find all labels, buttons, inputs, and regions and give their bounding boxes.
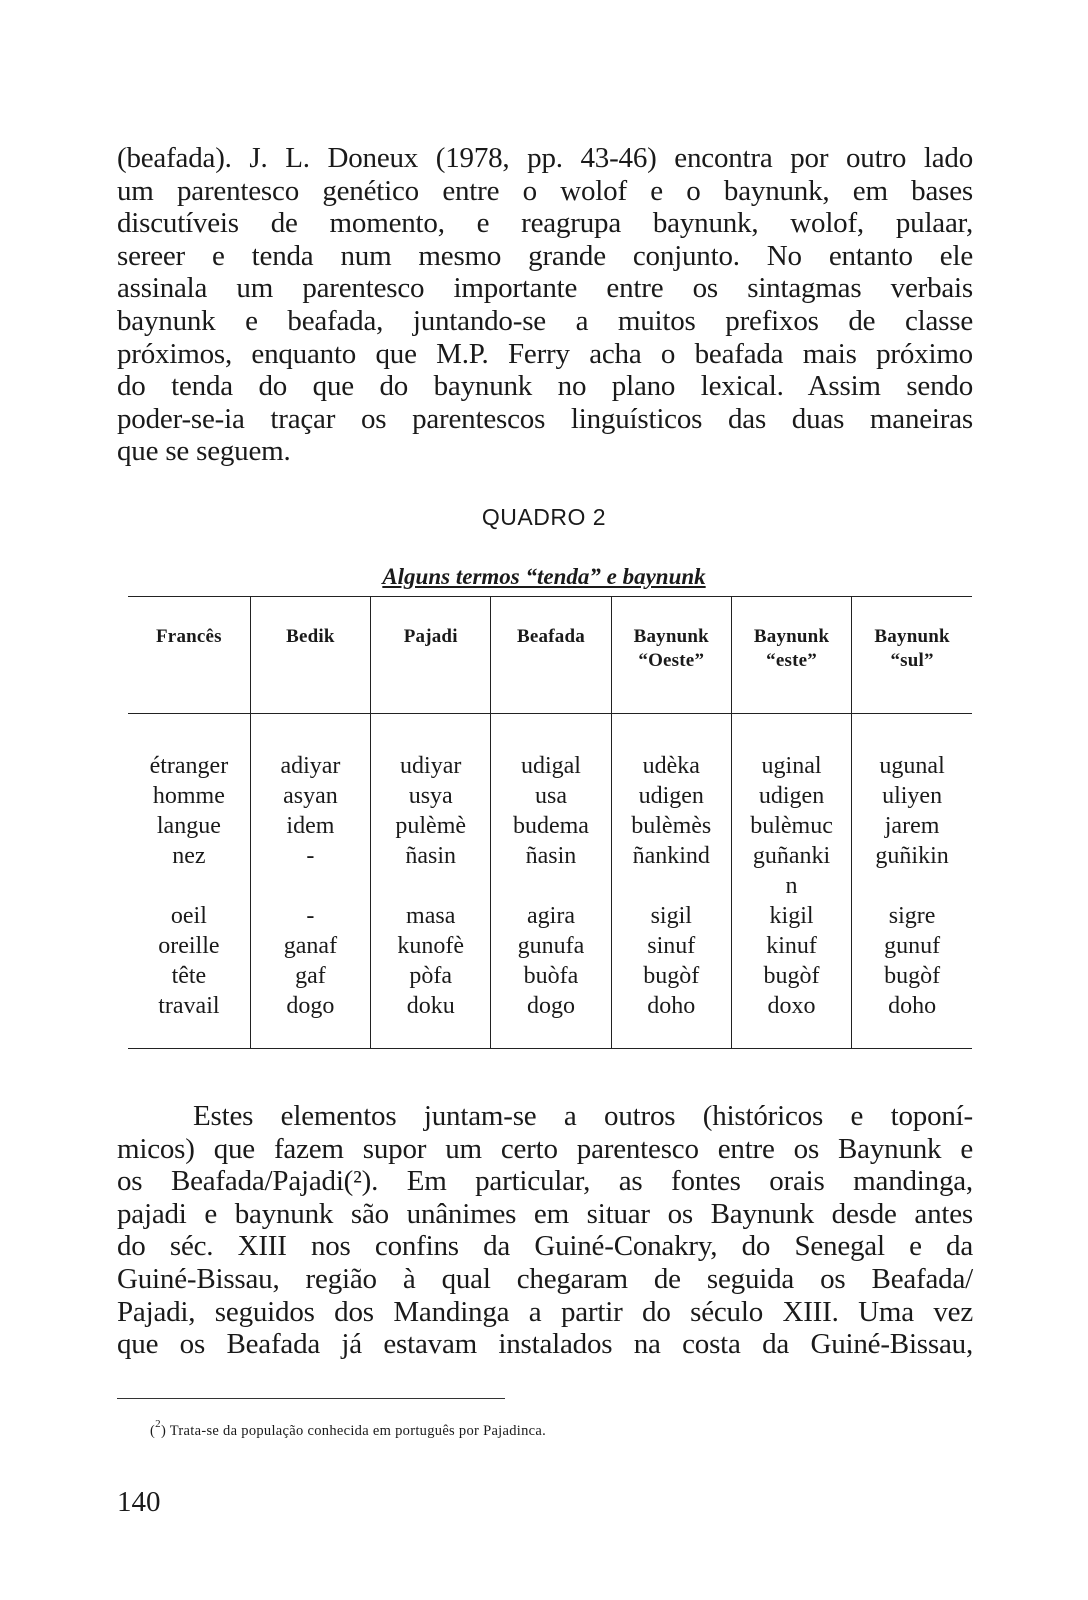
column-header-baynunk-oeste: Baynunk “Oeste”: [611, 597, 731, 714]
table-body-row: [128, 714, 972, 1049]
footnote-divider: [117, 1398, 505, 1399]
column-header-frances: Francês: [128, 597, 250, 714]
paragraph-body: [117, 1100, 973, 1361]
text-line: que os Beafada já estavam instalados na costa da Guiné-Bissau,: [117, 1328, 973, 1361]
column-header-baynunk-sul: Baynunk “sul”: [852, 597, 972, 714]
table-label: QUADRO 2: [481, 504, 607, 530]
text-line: os Beafada/Pajadi(²). Em particular, as fontes orais mandinga,: [117, 1165, 973, 1198]
text-line: poder-se-ia traçar os parentescos linguísticos das duas maneiras: [117, 402, 973, 435]
text-line: do tenda do que do baynunk no plano lexical. Assim sendo: [117, 370, 973, 403]
page-number: 140: [117, 1486, 161, 1518]
text-line: próximos, enquanto que M.P. Ferry acha o beafada mais próximo: [117, 337, 973, 370]
column-cell-baynunk-este: uginal udigen bulèmuc guñanki n kigil kinuf bugòf doxo: [731, 714, 851, 1049]
column-header-pajadi: Pajadi: [371, 597, 491, 714]
column-cell-bedik: adiyar asyan idem - - ganaf gaf dogo: [250, 714, 370, 1049]
column-header-bedik: Bedik: [250, 597, 370, 714]
text-line: micos) que fazem supor um certo parentesco entre os Baynunk e: [117, 1132, 973, 1165]
column-header-beafada: Beafada: [491, 597, 611, 714]
column-cell-frances: étranger homme langue nez oeil oreille tête travail: [128, 714, 250, 1049]
text-line: assinala um parentesco importante entre os sintagmas verbais: [117, 272, 973, 305]
paragraph-intro: [117, 142, 973, 468]
text-line: baynunk e beafada, juntando-se a muitos prefixos de classe: [117, 304, 973, 337]
column-cell-baynunk-sul: ugunal uliyen jarem guñikin sigre gunuf bugòf doho: [852, 714, 972, 1049]
text-line: pajadi e baynunk são unânimes em situar os Baynunk desde antes: [117, 1197, 973, 1230]
word-comparison-table: [128, 596, 972, 1049]
text-line: discutíveis de momento, e reagrupa baynunk, wolof, pulaar,: [117, 207, 973, 240]
text-line: um parentesco genético entre o wolof e o baynunk, em bases: [117, 174, 973, 207]
table-title: Alguns termos “tenda” e baynunk: [382, 564, 706, 589]
text-line: que se seguem.: [117, 435, 291, 468]
text-line: (beafada). J. L. Doneux (1978, pp. 43-46) encontra por outro lado: [117, 142, 973, 174]
footnote: ($^2$) Trata-se da população conhecida em português por Pajadinca.: [150, 1418, 547, 1439]
text-line: do séc. XIII nos confins da Guiné-Conakry, do Senegal e da: [117, 1230, 973, 1263]
column-header-baynunk-este: Baynunk “este”: [731, 597, 851, 714]
text-line: Estes elementos juntam-se a outros (históricos e toponí-: [193, 1100, 973, 1132]
text-line: Pajadi, seguidos dos Mandinga a partir do século XIII. Uma vez: [117, 1295, 973, 1328]
text-line: Guiné-Bissau, região à qual chegaram de seguida os Beafada/: [117, 1262, 973, 1295]
column-cell-baynunk-oeste: udèka udigen bulèmès ñankind sigil sinuf bugòf doho: [611, 714, 731, 1049]
text-line: sereer e tenda num mesmo grande conjunto. No entanto ele: [117, 239, 973, 272]
column-cell-pajadi: udiyar usya pulèmè ñasin masa kunofè pòfa doku: [371, 714, 491, 1049]
table-header-row: [128, 597, 972, 714]
column-cell-beafada: udigal usa budema ñasin agira gunufa buòfa dogo: [491, 714, 611, 1049]
footnote-marker: 2: [155, 1418, 161, 1430]
footnote-text: Trata-se da população conhecida em português por Pajadinca.: [169, 1422, 547, 1439]
word-comparison-table-container: [128, 596, 972, 1049]
